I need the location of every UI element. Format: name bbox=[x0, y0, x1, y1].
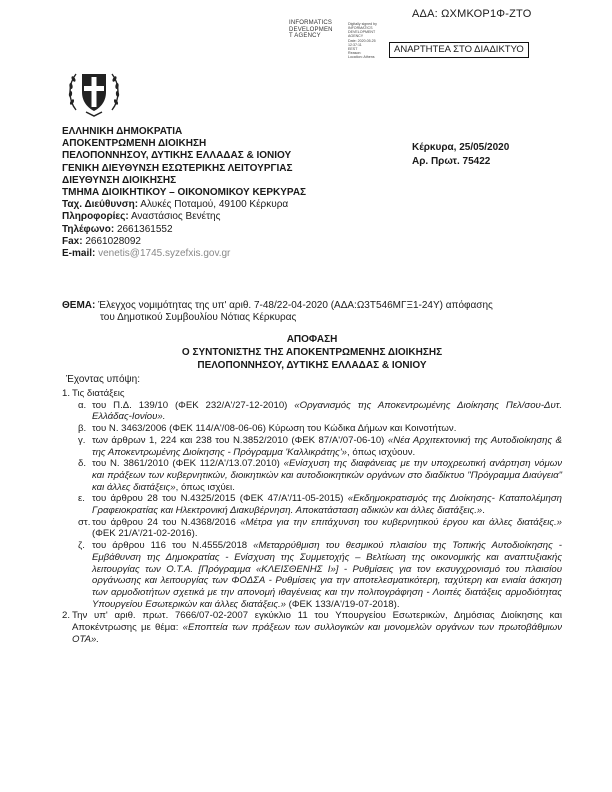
email-link[interactable]: venetis@1745.syzefxis.gov.gr bbox=[98, 247, 231, 259]
phone-label: Τηλέφωνο: bbox=[62, 223, 115, 235]
subject-line: του Δημοτικού Συμβουλίου Νότιας Κέρκυρας bbox=[100, 312, 297, 324]
sub-item-number: ζ. bbox=[78, 540, 85, 552]
address-label: Ταχ. Διεύθυνση: bbox=[62, 199, 139, 211]
law-title: «Μέτρα για την επιτάχυνση του κυβερνητικού έργου και άλλες διατάξεις.» bbox=[240, 516, 562, 528]
law-ref: του Ν. 3861/2010 (ΦΕΚ 112/Α'/13.07.2010) bbox=[92, 458, 284, 470]
sub-item bbox=[78, 400, 562, 423]
law-suffix: (ΦΕΚ 133/Α'/19-07-2018). bbox=[286, 598, 400, 610]
sub-item bbox=[78, 435, 562, 458]
decision-heading bbox=[62, 334, 562, 372]
sub-item-text bbox=[92, 435, 562, 458]
sub-item-number: γ. bbox=[78, 434, 86, 446]
list-item bbox=[62, 610, 562, 645]
info-row bbox=[62, 211, 402, 223]
fax-row bbox=[62, 236, 402, 248]
law-suffix: . bbox=[482, 505, 485, 517]
sub-item bbox=[78, 458, 562, 493]
sub-item-text bbox=[92, 493, 562, 516]
law-suffix: (ΦΕΚ 21/Α'/21-02-2016). bbox=[92, 528, 198, 540]
fax-label: Fax: bbox=[62, 235, 83, 247]
logo-line: T AGENCY bbox=[289, 33, 321, 40]
subject-label: ΘΕΜΑ: bbox=[62, 300, 96, 311]
signature-line: INFORMATICS bbox=[348, 26, 373, 31]
circular-title: «Εποπτεία των πράξεων των συλλογικών και μονομελών οργάνων των πρωτοβάθμιων ΟΤΑ». bbox=[72, 622, 562, 645]
law-title: «Οργανισμός της Αποκεντρωμένης Διοίκησης Πελ/σου-Δυτ. Ελλάδας-Ιονίου». bbox=[92, 399, 562, 423]
law-ref: των άρθρων 1, 224 και 238 του Ν.3852/2010 (ΦΕΚ 87/Α'/07-06-10) bbox=[92, 434, 388, 446]
item-text bbox=[72, 610, 562, 645]
signature-logo bbox=[289, 20, 347, 40]
law-suffix: , όπως ισχύει. bbox=[175, 481, 235, 493]
item-number: 1. bbox=[62, 388, 71, 399]
circular-ref: Την υπ' αριθ. πρωτ. 7666/07-02-2007 εγκύκλιο 11 του Υπουργείου Εσωτερικών, Δημόσιας Διοίκησης και Αποκέντρωσης με θέμα: bbox=[72, 610, 562, 634]
greek-coat-of-arms-icon bbox=[64, 62, 124, 122]
email-row bbox=[62, 248, 402, 260]
info-label: Πληροφορίες: bbox=[62, 211, 129, 223]
header-line: ΕΛΛΗΝΙΚΗ ΔΗΜΟΚΡΑΤΙΑ bbox=[62, 126, 183, 137]
signature-line: Date: 2020.05.25 12:37:11 bbox=[348, 38, 376, 47]
law-ref: του άρθρου 24 του Ν.4368/2016 bbox=[92, 516, 241, 528]
sub-item bbox=[78, 540, 562, 610]
document-meta bbox=[412, 141, 509, 169]
phone-row bbox=[62, 224, 402, 236]
law-ref: του άρθρου 116 του Ν.4555/2018 bbox=[92, 540, 254, 552]
decision-line: ΠΕΛΟΠΟΝΝΗΣΟΥ, ΔΥΤΙΚΗΣ ΕΛΛΑΔΑΣ & ΙΟΝΙΟΥ bbox=[197, 359, 427, 371]
law-title: «Μεταρρύθμιση του θεσμικού πλαισίου της Τοπικής Αυτοδιοίκησης - Εμβάθυνση της Δημοκρατίας - Ενίσχυση της Συμμετοχής – Βελτίωση της οικονομικής και αναπτυξιακής λειτουργίας των Ο.Τ.Α. [Πρόγραμμα «ΚΛΕΙΣΘΕΝΗΣ Ι»] - Ρυθμίσεις για τον εκσυγχρονισμό του πλαισίου οργάνωσης και λειτουργίας των ΦΟΔΣΑ - Ρυθμίσεις για την αποτελεσματικότερη, ταχύτερη και ενιαία άσκηση των αρμοδιοτήτων σχετικά με την απονομή ιθαγένειας και την πολιτογράφηση - Λοιπές διατάξεις αρμοδιότητας Υπουργείου Εσωτερικών και άλλες διατάξεις.» bbox=[92, 540, 562, 610]
header-line: ΠΕΛΟΠΟΝΝΗΣΟΥ, ΔΥΤΙΚΗΣ ΕΛΛΑΔΑΣ & ΙΟΝΙΟΥ bbox=[62, 150, 292, 162]
email-label: E-mail: bbox=[62, 247, 96, 259]
protocol-number: Αρ. Πρωτ. 75422 bbox=[412, 156, 491, 168]
header-line: ΓΕΝΙΚΗ ΔΙΕΥΘΥΝΣΗ ΕΣΩΤΕΡΙΚΗΣ ΛΕΙΤΟΥΡΓΙΑΣ bbox=[62, 162, 293, 174]
sub-item bbox=[78, 423, 562, 435]
law-ref: του άρθρου 28 του Ν.4325/2015 (ΦΕΚ 47/Α'/11-05-2015) bbox=[92, 493, 348, 505]
law-title: «Ενίσχυση της διαφάνειας με την υποχρεωτική ανάρτηση νόμων και πράξεων των κυβερνητικών, διοικητικών και αυτοδιοικητικών οργάνων στο διαδίκτυο "Πρόγραμμα Διαύγεια" και άλλες διατάξεις» bbox=[92, 458, 562, 493]
considerations-list bbox=[62, 388, 562, 645]
sub-item-number: β. bbox=[78, 423, 87, 435]
signature-line: Digitally signed by bbox=[348, 22, 377, 26]
subject-block bbox=[62, 300, 562, 324]
law-ref: του Π.Δ. 139/10 (ΦΕΚ 232/Α'/27-12-2010) bbox=[92, 399, 295, 411]
logo-line: INFORMATICS bbox=[289, 20, 333, 26]
signature-line: EEST bbox=[348, 46, 358, 51]
sub-item-text bbox=[92, 517, 562, 540]
signature-line: Location: Athens bbox=[348, 55, 375, 59]
decision-line: Ο ΣΥΝΤΟΝΙΣΤΗΣ ΤΗΣ ΑΠΟΚΕΝΤΡΩΜΕΝΗΣ ΔΙΟΙΚΗΣΗΣ bbox=[181, 346, 443, 358]
logo-line: DEVELOPMEN bbox=[289, 26, 333, 33]
document-date: Κέρκυρα, 25/05/2020 bbox=[412, 142, 510, 153]
law-title: «Εκδημοκρατισμός της Διοίκησης- Καταπολέμηση Γραφειοκρατίας και Ηλεκτρονική Διακυβέρνηση. Αποκατάσταση αδικιών και άλλες διατάξεις.» bbox=[92, 493, 562, 517]
ada-code: ΑΔΑ: ΩΧΜΚΟΡ1Φ-ΖΤΟ bbox=[412, 8, 532, 20]
sub-item-text bbox=[92, 540, 562, 610]
decision-title: ΑΠΟΦΑΣΗ bbox=[286, 334, 338, 345]
sub-item-number: στ. bbox=[78, 516, 91, 528]
publish-online-stamp: ΑΝΑΡΤΗΤΕΑ ΣΤΟ ΔΙΑΔΙΚΤΥΟ bbox=[389, 42, 529, 58]
header-line: ΔΙΕΥΘΥΝΣΗ ΔΙΟΙΚΗΣΗΣ bbox=[62, 174, 177, 186]
signature-line: DEVELOPMENT AGENCY bbox=[348, 30, 376, 39]
item-text: Τις διατάξεις bbox=[72, 388, 125, 399]
fax-value: 2661028092 bbox=[85, 235, 141, 247]
item-number: 2. bbox=[62, 610, 71, 622]
issuer-header bbox=[62, 126, 402, 260]
law-title: «Νέα Αρχιτεκτονική της Αυτοδιοίκησης & της Αποκεντρωμένης Διοίκησης - Πρόγραμμα 'Καλλικράτης'» bbox=[92, 434, 562, 458]
law-suffix: , όπως ισχύουν. bbox=[347, 446, 416, 458]
header-line: ΑΠΟΚΕΝΤΡΩΜΕΝΗ ΔΙΟΙΚΗΣΗ bbox=[62, 138, 207, 150]
signature-line: Reason: bbox=[348, 50, 362, 55]
digital-signature-details bbox=[348, 22, 390, 59]
list-item bbox=[62, 388, 562, 400]
sub-item bbox=[78, 493, 562, 516]
sub-item-text bbox=[92, 400, 562, 423]
header-line: ΤΜΗΜΑ ΔΙΟΙΚΗΤΙΚΟΥ – ΟΙΚΟΝΟΜΙΚΟΥ ΚΕΡΚΥΡΑΣ bbox=[62, 186, 307, 198]
address-row bbox=[62, 199, 402, 211]
sub-item-text bbox=[92, 458, 562, 493]
sub-item-number: ε. bbox=[78, 493, 85, 505]
sub-item-number: δ. bbox=[78, 458, 87, 470]
sub-item bbox=[78, 517, 562, 540]
phone-value: 2661361552 bbox=[116, 223, 173, 235]
sub-item-text: του Ν. 3463/2006 (ΦΕΚ 114/Α'/08-06-06) Κύρωση του Κώδικα Δήμων και Κοινοτήτων. bbox=[92, 423, 457, 435]
subject-line: Έλεγχος νομιμότητας της υπ' αριθ. 7-48/22-04-2020 (ΑΔΑ:Ω3Τ546ΜΓΞ1-24Υ) απόφασης bbox=[98, 300, 493, 311]
info-value: Αναστάσιος Βενέτης bbox=[130, 211, 221, 223]
address-value: Αλυκές Ποταμού, 49100 Κέρκυρα bbox=[140, 199, 289, 211]
sub-item-number: α. bbox=[78, 399, 87, 411]
having-considered: Έχοντας υπόψη: bbox=[66, 374, 140, 385]
